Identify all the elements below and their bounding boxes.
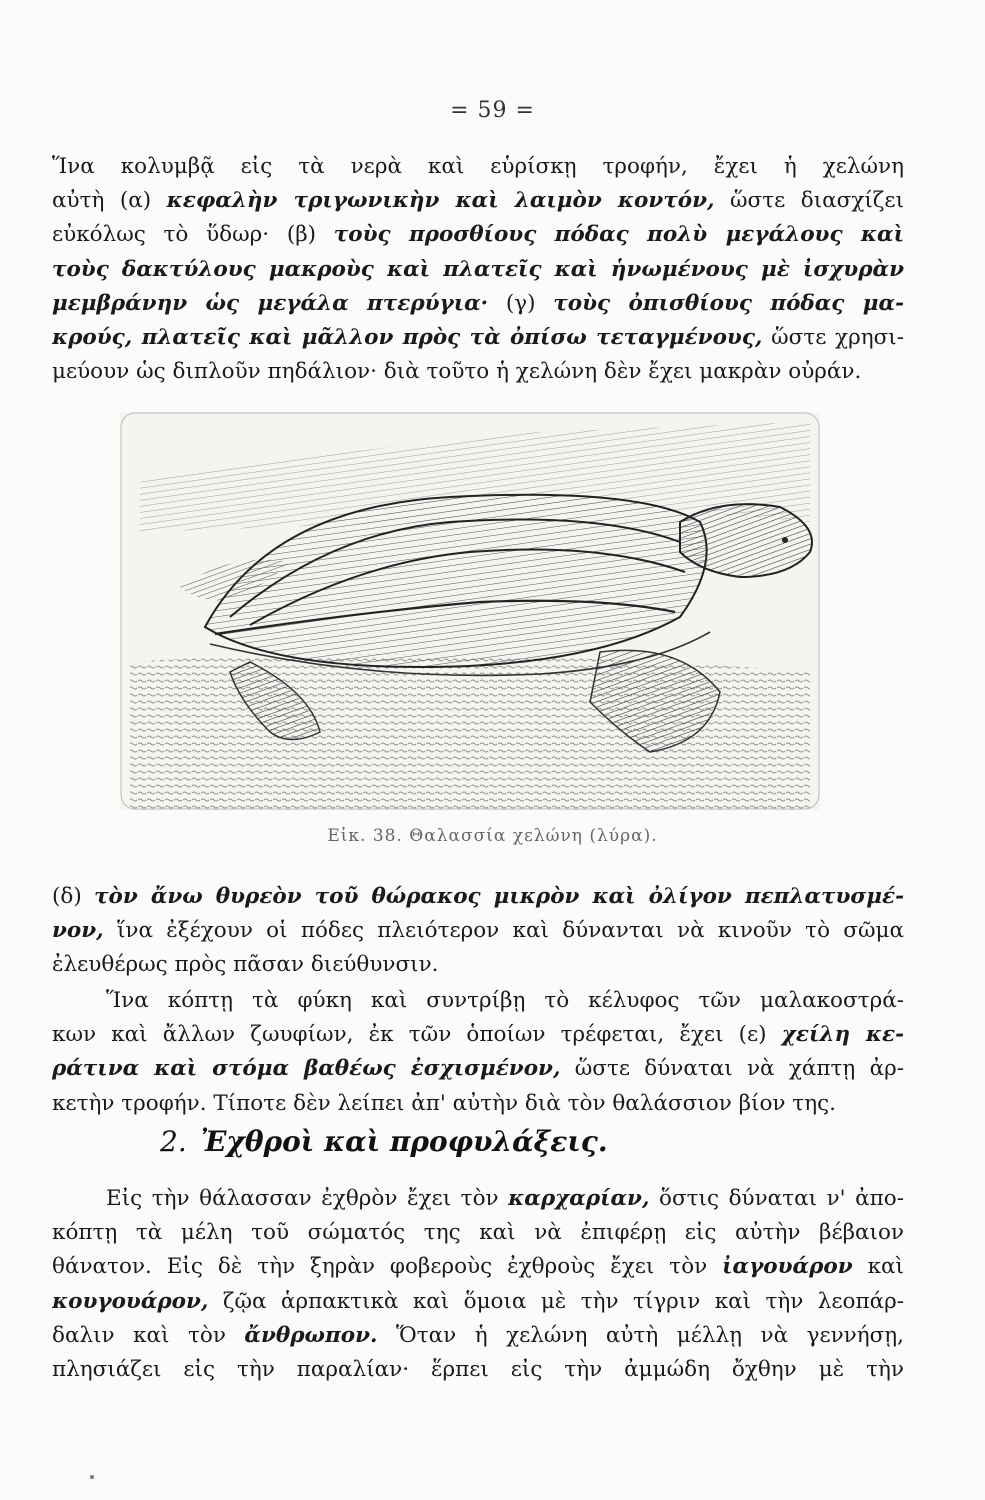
emphasis-text: τὸν ἄνω θυρεὸν τοῦ θώρακος μικρὸν καὶ ὀλίγον πεπλατυσμέ- — [94, 884, 904, 909]
text-segment: ὥστε δύναται νὰ χάπτῃ ἀρ- — [560, 1056, 904, 1082]
text-segment: δαλιν καὶ τὸν — [52, 1322, 245, 1348]
text-segment: Εἰς τὴν θάλασσαν ἐχθρὸν ἔχει τὸν — [106, 1186, 509, 1211]
text-line — [52, 1087, 904, 1121]
text-line — [52, 321, 904, 355]
text-segment: Ὅταν ἡ χελώνη αὐτὴ μέλλῃ νὰ γεννήσῃ, — [377, 1322, 904, 1348]
text-segment: ὅστις δύναται ν' ἀπο- — [649, 1186, 904, 1211]
paragraph-mouth — [52, 984, 904, 1121]
emphasis-text: ἄνθρωπον. — [244, 1322, 378, 1348]
page-number: = 59 = — [450, 98, 535, 123]
text-segment: πλησιάζει εἰς τὴν παραλίαν· ἕρπει εἰς τὴν ἀμμώδη ὄχθην μὲ τὴν — [52, 1357, 904, 1383]
emphasis-text: μεμβράνην ὡς μεγάλα πτερύγια· — [52, 290, 489, 316]
text-segment: Ἵνα κόπτῃ τὰ φύκη καὶ συντρίβῃ τὸ κέλυφος τῶν μαλακοστρά- — [106, 988, 904, 1013]
text-segment: κόπτῃ τὰ μέλη τοῦ σώματός της καὶ νὰ ἐπιφέρῃ εἰς αὐτὴν βέβαιον — [52, 1220, 904, 1246]
text-line — [52, 1285, 904, 1319]
text-line — [52, 253, 904, 287]
section-title: Ἐχθροὶ καὶ προφυλάξεις. — [200, 1125, 608, 1158]
text-line — [52, 1353, 904, 1387]
text-segment: μεύουν ὡς διπλοῦν πηδάλιον· διὰ τοῦτο ἡ χελώνη δὲν ἔχει μακρὰν οὐράν. — [52, 359, 862, 385]
text-line — [52, 287, 904, 321]
emphasis-text: ἰαγουάρον — [722, 1254, 853, 1280]
text-line — [52, 355, 904, 389]
text-line — [52, 1018, 904, 1052]
text-line — [52, 1319, 904, 1353]
text-segment: Ἵνα κολυμβᾷ εἰς τὰ νερὰ καὶ εὑρίσκῃ τροφήν, ἔχει ἡ χελώνη — [52, 154, 904, 179]
emphasis-text: νον, — [52, 918, 104, 944]
text-segment: θάνατον. Εἰς δὲ τὴν ξηρὰν φοβεροὺς ἐχθροὺς ἔχει τὸν — [52, 1254, 723, 1280]
emphasis-text: ράτινα καὶ στόμα βαθέως ἐσχισμένον, — [52, 1056, 561, 1082]
paragraph-adaptations — [52, 150, 904, 389]
text-line — [52, 218, 904, 252]
emphasis-text: κουγουάρον, — [52, 1288, 209, 1314]
text-segment: ὥστε χρησι- — [762, 325, 904, 351]
emphasis-text: κρούς, πλατεῖς καὶ μᾶλλον πρὸς τὰ ὀπίσω τεταγμένους, — [52, 325, 763, 351]
text-segment: κετὴν τροφήν. Τίποτε δὲν λείπει ἀπ' αὐτὴν διὰ τὸν θαλάσσιον βίον της. — [52, 1090, 836, 1116]
emphasis-text: τοὺς προσθίους πόδας πολὺ μεγάλους καὶ — [333, 222, 904, 248]
text-line — [52, 150, 904, 184]
section-heading — [160, 1125, 608, 1158]
paragraph-carapace — [52, 880, 904, 983]
text-segment: ἐλευθέρως πρὸς πᾶσαν διεύθυνσιν. — [52, 952, 439, 978]
emphasis-text: τοὺς δακτύλους μακροὺς καὶ πλατεῖς καὶ ἡνωμένους μὲ ἰσχυρὰν — [52, 256, 904, 282]
text-segment: ἵνα ἐξέχουν οἱ πόδες πλειότερον καὶ δύνανται νὰ κινοῦν τὸ σῶμα — [103, 918, 904, 944]
text-segment: κων καὶ ἄλλων ζωυφίων, ἐκ τῶν ὁποίων τρέφεται, ἔχει (ε) — [52, 1022, 782, 1048]
text-line — [52, 1216, 904, 1250]
text-segment: καὶ — [852, 1254, 904, 1280]
text-segment: ὥστε διασχίζει — [714, 188, 904, 214]
text-line — [52, 914, 904, 948]
section-number: 2. — [160, 1125, 187, 1158]
text-segment: αὐτὴ (α) — [52, 188, 167, 214]
scan-mark — [90, 1475, 94, 1479]
emphasis-text: κεφαλὴν τριγωνικὴν καὶ λαιμὸν κοντόν, — [166, 188, 715, 214]
text-line — [52, 184, 904, 218]
emphasis-text: χείλη κε- — [781, 1022, 904, 1048]
figure-caption: Εἰκ. 38. Θαλασσία χελώνη (λύρα). — [327, 826, 658, 846]
text-segment: εὐκόλως τὸ ὕδωρ· (β) — [52, 222, 334, 248]
sea-turtle-illustration — [120, 412, 820, 810]
text-line — [52, 984, 904, 1018]
text-line — [52, 1052, 904, 1086]
text-line — [52, 948, 904, 982]
text-segment: (γ) — [488, 290, 554, 316]
text-line — [52, 880, 904, 914]
text-segment: (δ) — [52, 884, 95, 909]
text-line — [52, 1250, 904, 1284]
text-segment: ζῷα ἁρπακτικὰ καὶ ὅμοια μὲ τὴν τίγριν καὶ τὴν λεοπάρ- — [208, 1288, 904, 1314]
text-line — [52, 1182, 904, 1216]
paragraph-enemies — [52, 1182, 904, 1387]
emphasis-text: καρχαρίαν, — [508, 1186, 650, 1211]
emphasis-text: τοὺς ὀπισθίους πόδας μα- — [553, 290, 904, 316]
